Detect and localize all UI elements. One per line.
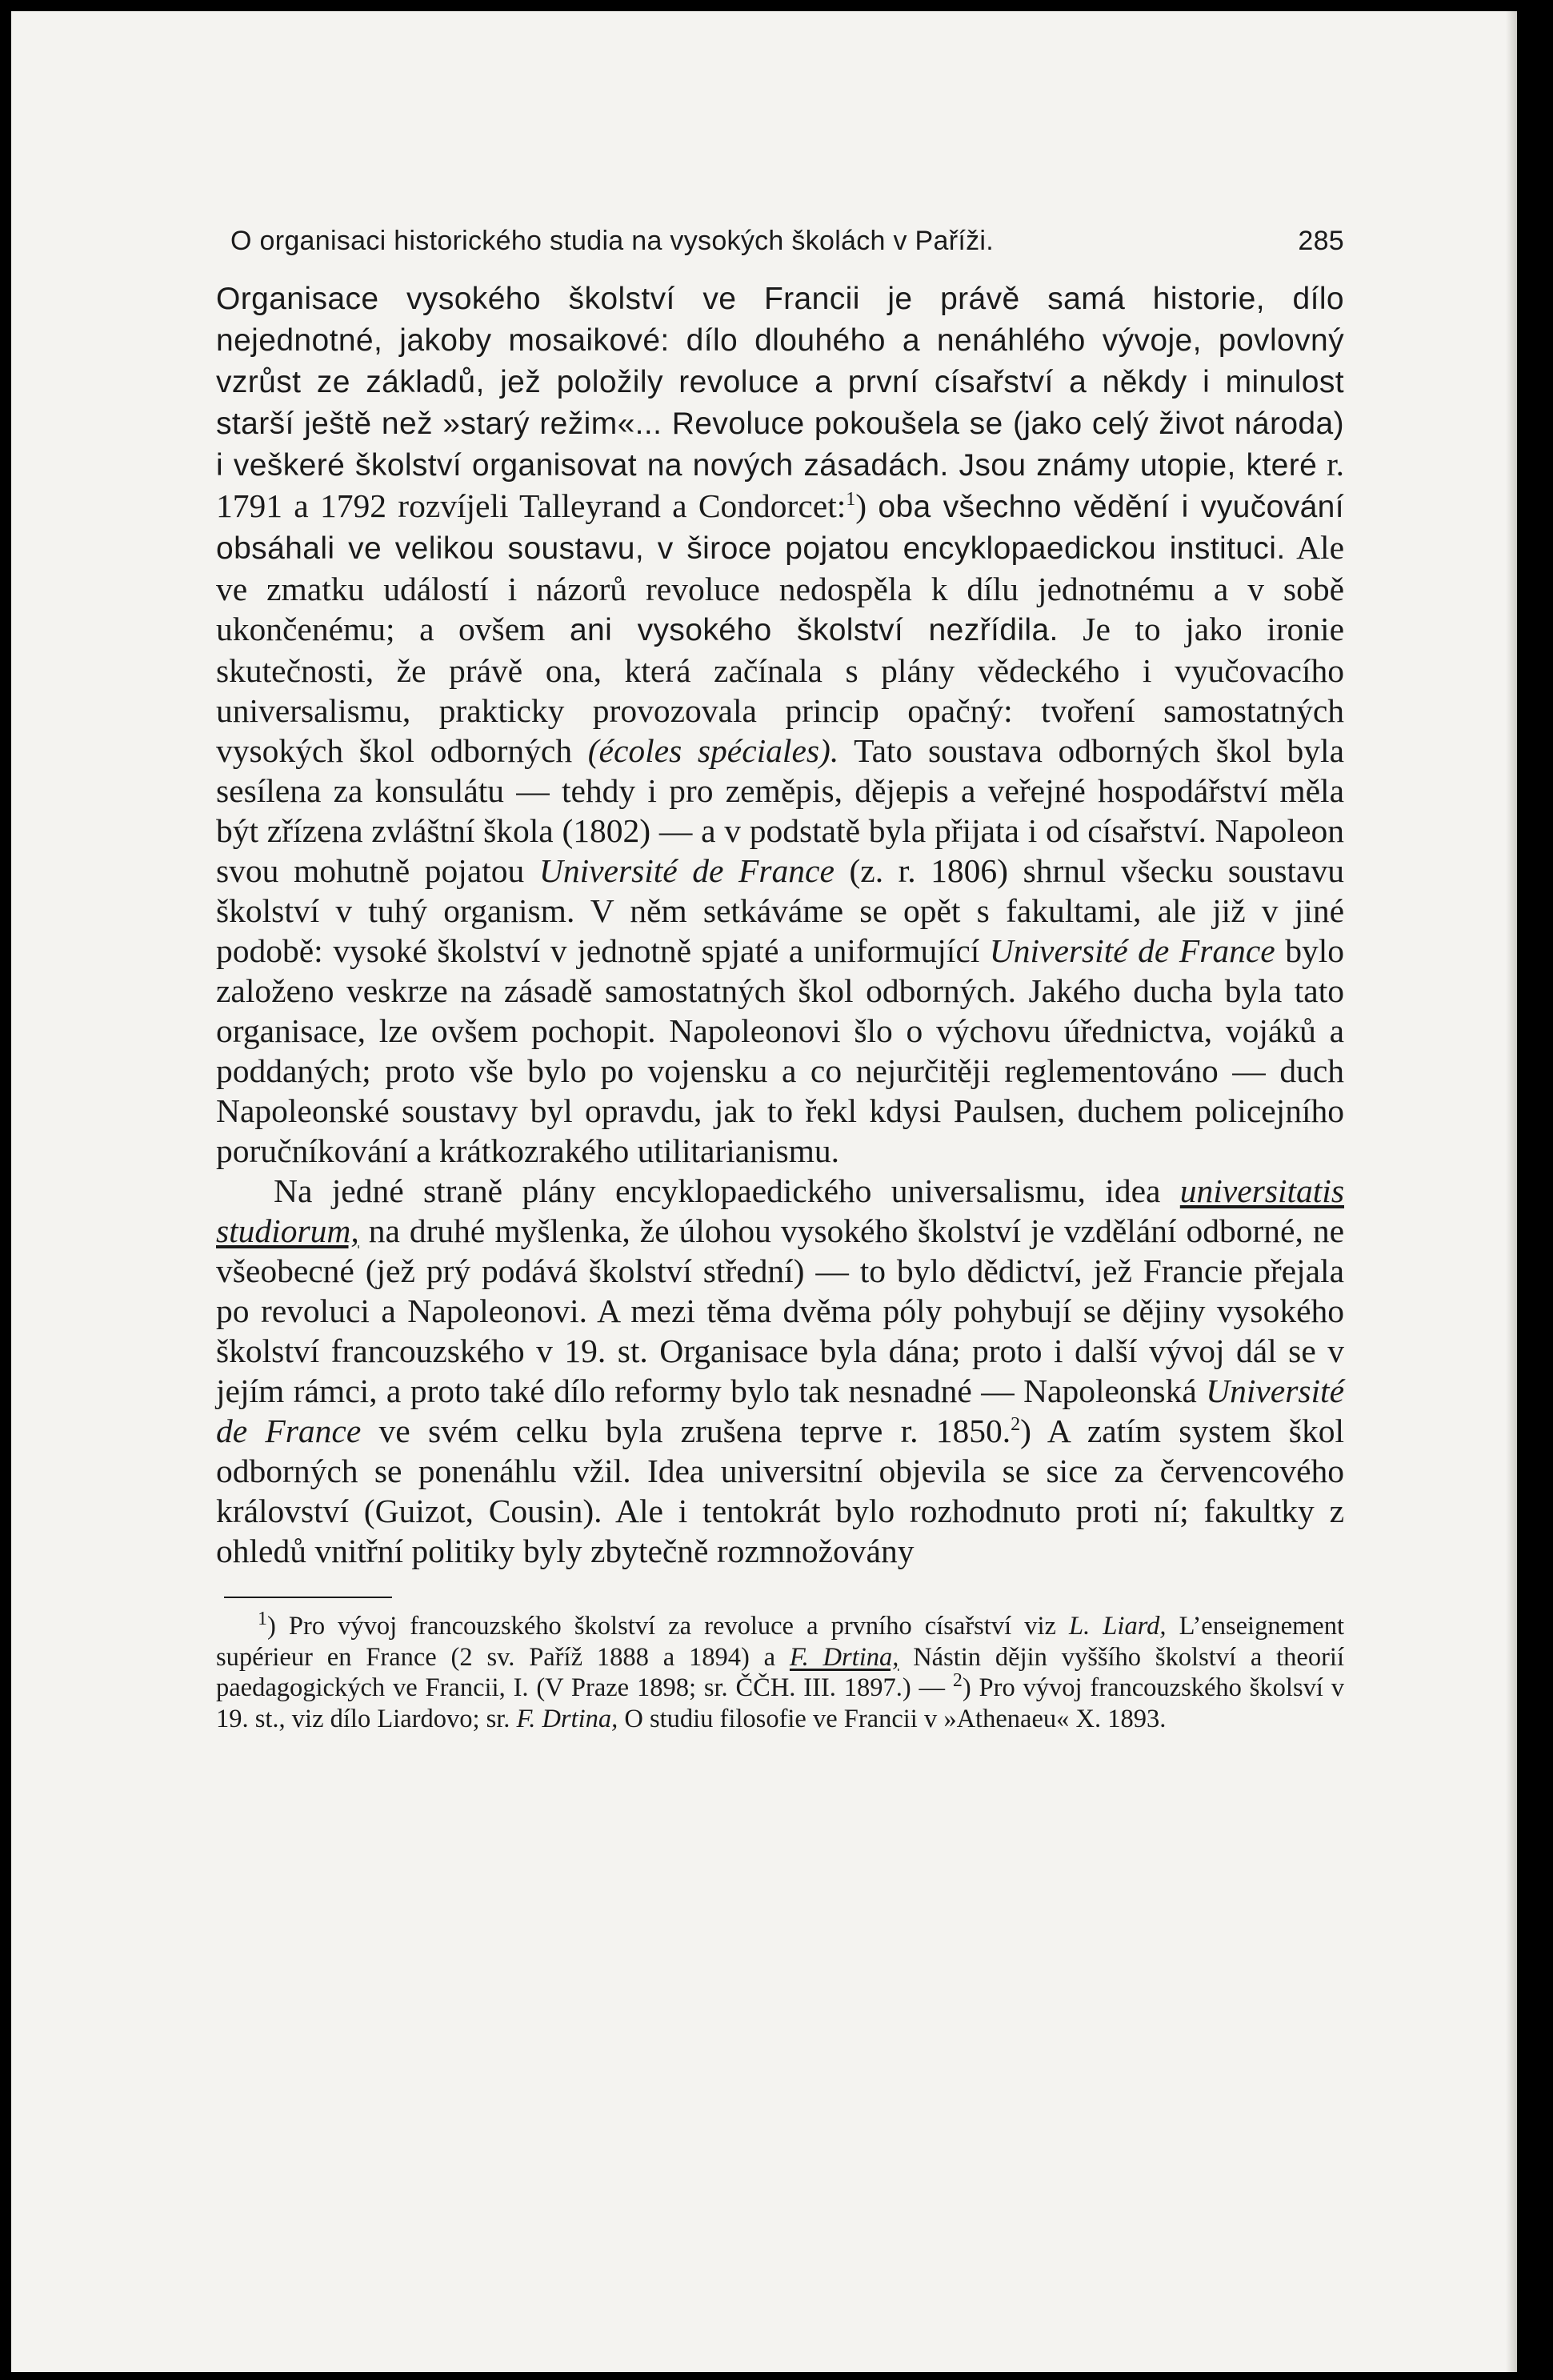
text-run: Organisace vysokého školství ve Francii je právě samá historie, dílo nejednotné, jakoby mosaikové: dílo dlouhého a nenáhlého vývoje, povlovný vzrůst ze základů, jež položily revoluce a první císařství a někdy i minulost starší ještě než »starý režim«... Revoluce pokoušela se (jako celý život národa) i veškeré školství organisovat na nových zásadách. Jsou známy utopie, které [216, 282, 1344, 483]
text-run: Ale ve zmatku událostí i názorů revoluce nedospěla k dílu jednotnému a v sobě ukončenému; a ovšem [216, 529, 1344, 647]
footnote-marker: 2 [952, 1670, 963, 1692]
text-run: r. 1791 a 1792 rozvíjeli Talleyrand a Condorcet: [216, 446, 1345, 524]
text-run: O studiu filosofie ve Francii v »Athenaeu« X. 1893. [618, 1704, 1167, 1733]
text-run: Université de France [216, 1372, 1344, 1449]
text-run: Université de France [989, 932, 1275, 969]
text-run: F. Drtina, [516, 1704, 618, 1733]
scanned-page [11, 11, 1517, 2372]
text-run: ) [855, 487, 879, 524]
page-spine-shadow [1506, 11, 1517, 2372]
footnote-text [216, 1611, 1344, 1734]
paragraph [216, 1171, 1344, 1571]
text-run: L. Liard, [1069, 1612, 1167, 1641]
running-head-title: O organisaci historického studia na vysokých školách v Paříži. [230, 226, 995, 256]
page-number: 285 [1298, 226, 1344, 256]
text-run: Je to jako ironie skutečnosti, že právě ona, která začínala s plány vědeckého i vyučovacího universalismu, prakticky provozovala princip opačný: tvoření samostatných vysokých škol odborných [216, 611, 1344, 769]
text-run: ) Pro vývoj francouzského školsví v 19. st., viz dílo Liardovo; sr. [216, 1673, 1344, 1733]
footnote-rule [224, 1597, 392, 1598]
text-run: Université de France [538, 852, 835, 889]
paragraph [216, 278, 1344, 1171]
footnotes [216, 1611, 1344, 1734]
text-run: Na jedné straně plány encyklopaedického universalismu, idea [274, 1172, 1180, 1209]
running-head [216, 226, 1344, 257]
footnote-marker: 1 [846, 489, 856, 511]
text-run: ani vysokého školství nezřídila. [569, 613, 1059, 647]
text-run: ve svém celku byla zrušena teprve r. 1850. [361, 1412, 1011, 1449]
text-run: ) Pro vývoj francouzského školství za revoluce a prvního císařství viz [267, 1612, 1070, 1641]
body-text [216, 278, 1344, 1571]
footnote-marker: 1 [258, 1609, 267, 1630]
text-run: bylo založeno veskrze na zásadě samostatných škol odborných. Jakého ducha byla tato organisace, lze ovšem pochopit. Napoleonovi šlo o výchovu úřednictva, vojáků a poddaných; proto vše bylo po vojensku a co nejurčitěji reglementováno — duch Napoleonské soustavy byl opravdu, jak to řekl kdysi Paulsen, duchem policejního poručníkování a krátkozrakého utilitarianismu. [216, 932, 1344, 1169]
page-content [216, 226, 1344, 1734]
text-run: Nástin dějin vyššího školství a theorií paedagogických ve Francii, I. (V Praze 1898; sr. ČČH. III. 1897.) — [216, 1642, 1344, 1702]
text-run: F. Drtina, [789, 1642, 899, 1672]
footnote-marker: 2 [1011, 1414, 1021, 1436]
text-run: universitatis studiorum, [216, 1172, 1344, 1249]
text-run: ) A zatím system škol odborných se ponenáhlu vžil. Idea universitní objevila se sice za červencového království (Guizot, Cousin). Ale i tentokrát bylo rozhodnuto proti ní; fakultky z ohledů vnitřní politiky byly zbytečně rozmnožovány [216, 1412, 1344, 1569]
text-run: Tato soustava odborných škol byla sesílena za konsulátu — tehdy i pro zeměpis, dějepis a veřejné hospodářství měla být zřízena zvláštní škola (1802) — a v podstatě byla přijata i od císařství. Napoleon svou mohutně pojatou [216, 732, 1344, 889]
text-run: na druhé myšlenka, že úlohou vysokého školství je vzdělání odborné, ne všeobecné (jež prý podává školství střední) — to bylo dědictví, jež Francie přejala po revoluci a Napoleonovi. A mezi těma dvěma póly pohybují se dějiny vysokého školství francouzského v 19. st. Organisace byla dána; proto i další vývoj dál se v jejím rámci, a proto také dílo reformy bylo tak nesnadné — Napoleonská [216, 1212, 1344, 1409]
text-run: L’enseignement supérieur en France (2 sv. Paříž 1888 a 1894) a [216, 1612, 1344, 1672]
text-run: (écoles spéciales). [587, 732, 839, 769]
text-run: oba všechno vědění i vyučování obsáhali ve velikou soustavu, v široce pojatou encyklopaedickou instituci. [216, 490, 1345, 566]
text-run: (z. r. 1806) shrnul všecku soustavu školství v tuhý organism. V něm setkáváme se opět s fakultami, ale již v jiné podobě: vysoké školství v jednotně spjaté a uniformující [216, 852, 1344, 969]
